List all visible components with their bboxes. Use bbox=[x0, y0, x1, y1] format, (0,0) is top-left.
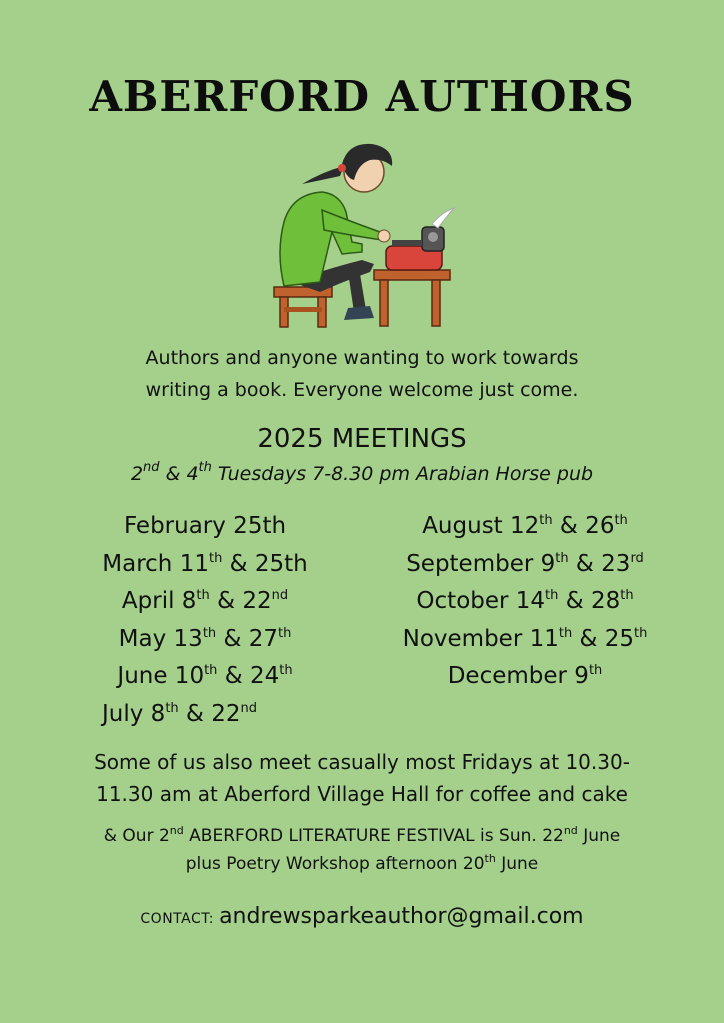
meeting-dates-left bbox=[80, 508, 330, 733]
schedule-text: Tuesdays 7-8.30 pm Arabian Horse pub bbox=[211, 463, 594, 485]
meetings-schedule bbox=[0, 460, 724, 485]
meeting-date: July 8th & 22nd bbox=[102, 700, 257, 727]
schedule-text: 2 bbox=[130, 463, 144, 485]
schedule-text: 4 bbox=[186, 463, 199, 485]
meeting-date: June 10th & 24th bbox=[117, 663, 293, 689]
intro-text bbox=[0, 342, 724, 406]
contact-line bbox=[0, 904, 724, 929]
writer-at-typewriter-icon bbox=[262, 132, 462, 332]
meeting-date: September 9th & 23rd bbox=[406, 550, 644, 577]
contact-email[interactable]: andrewsparkeauthor@gmail.com bbox=[219, 904, 584, 929]
casual-line: 11.30 am at Aberford Village Hall for coffee and cake bbox=[96, 782, 628, 806]
meeting-date: November 11th & 25th bbox=[402, 625, 648, 652]
meeting-date: April 8th & 22nd bbox=[121, 588, 289, 614]
contact-label: CONTACT: bbox=[140, 911, 214, 927]
meeting-date: February 25th bbox=[123, 513, 287, 539]
meeting-date: December 9th bbox=[447, 663, 603, 689]
meeting-date: August 12th & 26th bbox=[422, 513, 628, 539]
ordinal-suffix: nd bbox=[143, 460, 160, 475]
meeting-dates-right bbox=[380, 508, 670, 696]
meeting-date: March 11th & 25th bbox=[102, 550, 308, 577]
intro-line: Authors and anyone wanting to work towards bbox=[145, 347, 579, 369]
ordinal-suffix: th bbox=[198, 460, 212, 475]
poster-title: ABERFORD AUTHORS bbox=[89, 72, 635, 121]
festival-text bbox=[0, 822, 724, 878]
schedule-text: & bbox=[159, 463, 187, 485]
meeting-date: October 14th & 28th bbox=[416, 588, 634, 614]
intro-line: writing a book. Everyone welcome just come. bbox=[145, 379, 579, 401]
casual-meetings-text bbox=[0, 746, 724, 810]
casual-line: Some of us also meet casually most Fridays at 10.30- bbox=[94, 750, 630, 774]
meeting-date: May 13th & 27th bbox=[118, 625, 292, 652]
festival-line: plus Poetry Workshop afternoon 20th June bbox=[185, 852, 539, 874]
meetings-heading: 2025 MEETINGS bbox=[257, 424, 467, 454]
festival-line: & Our 2nd ABERFORD LITERATURE FESTIVAL is Sun. 22nd June bbox=[103, 824, 621, 846]
